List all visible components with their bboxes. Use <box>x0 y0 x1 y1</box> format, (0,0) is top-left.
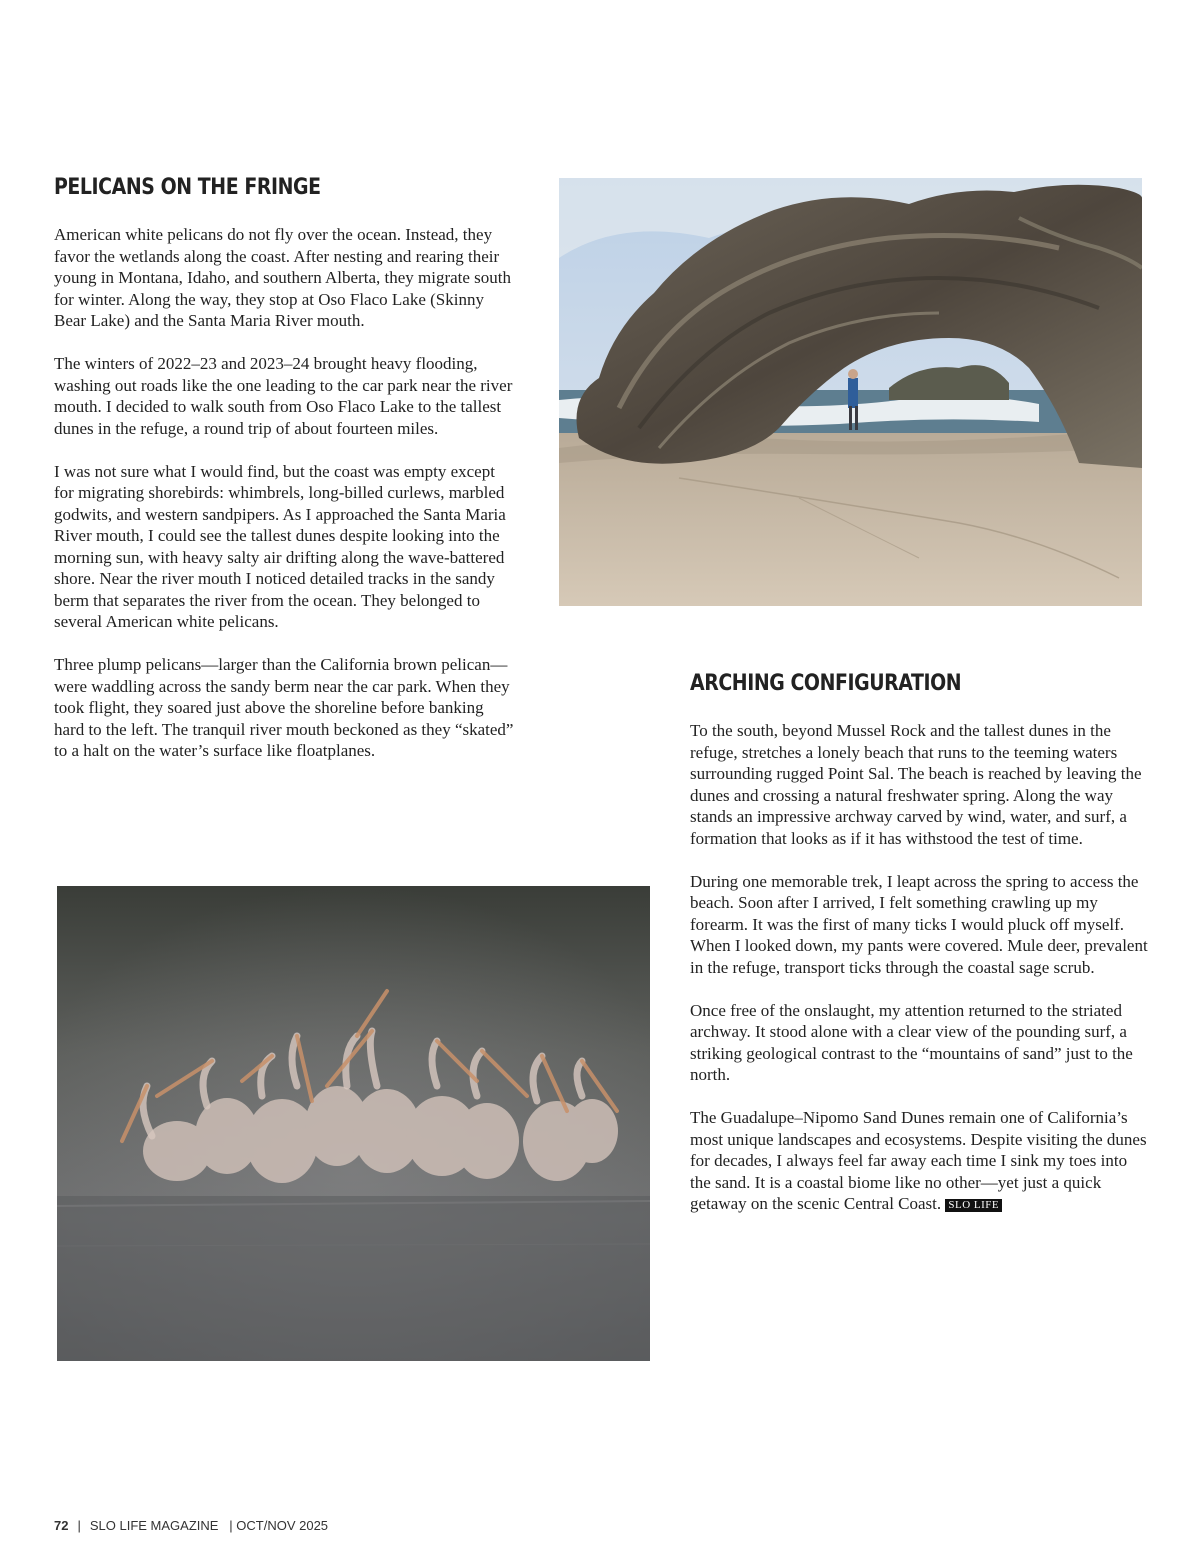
sea-arch-photo <box>559 178 1142 606</box>
section-heading-arching: ARCHING CONFIGURATION <box>690 671 962 696</box>
closing-paragraph-text: The Guadalupe–Nipomo Sand Dunes remain one of California’s most unique landscapes and ecosystems. Despite visiting the dunes for decades, I always feel far away each time I sink my toes into the sand. It is a coastal biome like no other—yet just a quick getaway on the scenic Central Coast. <box>690 1108 1147 1213</box>
page-number: 72 <box>54 1518 69 1533</box>
slo-life-end-mark: SLO LIFE <box>945 1199 1002 1212</box>
issue-date: | OCT/NOV 2025 <box>229 1518 329 1533</box>
paragraph: To the south, beyond Mussel Rock and the tallest dunes in the refuge, stretches a lonely beach that runs to the teeming waters surrounding rugged Point Sal. The beach is reached by leaving the dunes and crossing a natural freshwater spring. Along the way stands an impressive archway carved by wind, water, and surf, a formation that looks as if it has withstood the test of time. <box>690 721 1142 848</box>
paragraph: Once free of the onslaught, my attention returned to the striated archway. It stood alone with a clear view of the pounding surf, a striking geological contrast to the “mountains of sand” just to the north. <box>690 1000 1133 1084</box>
article-column-right <box>690 720 1148 1236</box>
article-column-left <box>54 224 516 783</box>
footer-separator: | <box>77 1518 81 1533</box>
paragraph: American white pelicans do not fly over the ocean. Instead, they favor the wetlands along the coast. After nesting and rearing their young in Montana, Idaho, and southern Alberta, they migrate south for winter. Along the way, they stop at Oso Flaco Lake (Skinny Bear Lake) and the Santa Maria River mouth. <box>54 225 512 330</box>
pelicans-photo <box>57 886 650 1361</box>
paragraph: The winters of 2022–23 and 2023–24 brought heavy flooding, washing out roads like the one leading to the car park near the river mouth. I decided to walk south from Oso Flaco Lake to the tallest dunes in the refuge, a round trip of about fourteen miles. <box>54 354 513 438</box>
paragraph: During one memorable trek, I leapt across the spring to access the beach. Soon after I arrived, I felt something crawling up my forearm. It was the first of many ticks I would pluck off myself. When I looked down, my pants were covered. Mule deer, prevalent in the refuge, transport ticks through the coastal sage scrub. <box>690 871 1148 977</box>
magazine-name: SLO LIFE MAGAZINE <box>89 1518 219 1533</box>
paragraph: Three plump pelicans—larger than the California brown pelican—were waddling across the sandy berm near the car park. When they took flight, they soared just above the shoreline before banking hard to the left. The tranquil river mouth beckoned as they “skated” to a halt on the water’s surface like floatplanes. <box>54 655 514 760</box>
paragraph: I was not sure what I would find, but the coast was empty except for migrating shorebirds: whimbrels, long-billed curlews, marbled godwits, and western sandpipers. As I approached the Santa Maria River mouth, I could see the tallest dunes despite looking into the morning sun, with heavy salty air drifting along the wave-battered shore. Near the river mouth I noticed detailed tracks in the sandy berm that separates the river from the ocean. They belonged to several American white pelicans. <box>54 461 506 631</box>
section-heading-pelicans: PELICANS ON THE FRINGE <box>54 175 321 200</box>
paragraph <box>690 1107 1148 1215</box>
page-footer <box>54 1518 328 1533</box>
